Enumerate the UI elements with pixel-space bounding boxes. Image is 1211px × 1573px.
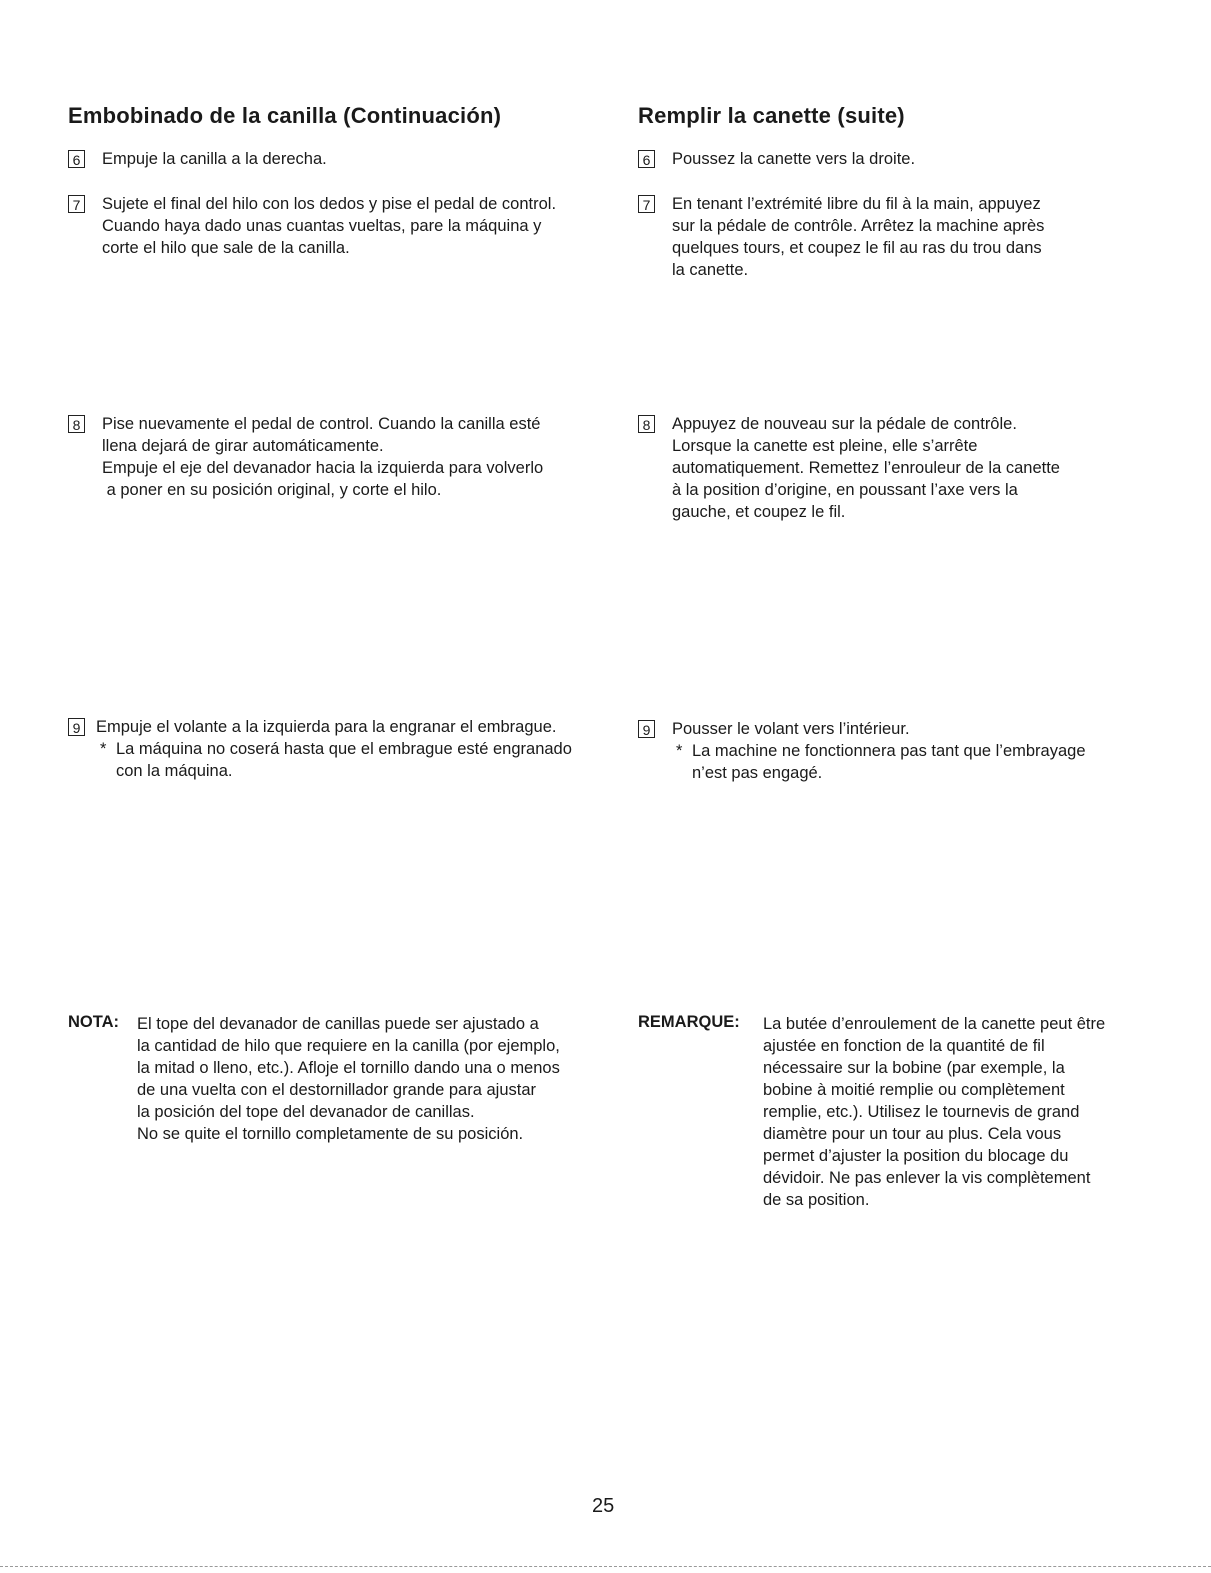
- step-text-line: Poussez la canette vers la droite.: [672, 150, 916, 168]
- step-number-box: 8: [638, 415, 655, 433]
- page-number: 25: [592, 1495, 615, 1517]
- step-text-line: à la position d’origine, en poussant l’axe vers la: [672, 481, 1018, 499]
- step-text-line: En tenant l’extrémité libre du fil à la main, appuyez: [672, 195, 1041, 213]
- step-text-line-bullet: [672, 740, 1086, 762]
- asterisk-bullet: *: [676, 742, 683, 760]
- step-8-fr: [638, 413, 1178, 527]
- step-text-line: quelques tours, et coupez le fil au ras du trou dans: [672, 239, 1042, 257]
- note-line: La butée d’enroulement de la canette peut être: [763, 1015, 1106, 1033]
- note-es: [68, 1013, 628, 1153]
- step-text-line: Empuje el eje del devanador hacia la izquierda para volverlo: [102, 459, 544, 477]
- step-7-es: [68, 193, 628, 263]
- step-number-box: 6: [68, 150, 85, 168]
- step-text-line: Appuyez de nouveau sur la pédale de contrôle.: [672, 415, 1017, 433]
- step-6-fr: [638, 148, 1178, 172]
- bullet-text: La máquina no coserá hasta que el embrague esté engranado: [116, 740, 572, 758]
- asterisk-bullet: *: [100, 740, 107, 758]
- step-number-box: 7: [638, 195, 655, 213]
- note-line: de una vuelta con el destornillador grande para ajustar: [137, 1081, 537, 1099]
- step-text-line: Sujete el final del hilo con los dedos y pise el pedal de control.: [102, 195, 557, 213]
- note-line: remplie, etc.). Utilisez le tournevis de grand: [763, 1103, 1080, 1121]
- note-line: la posición del tope del devanador de canillas.: [137, 1103, 475, 1121]
- step-text-line: Lorsque la canette est pleine, elle s’arrête: [672, 437, 978, 455]
- step-text-line: llena dejará de girar automáticamente.: [102, 437, 384, 455]
- note-line: permet d’ajuster la position du blocage du: [763, 1147, 1069, 1165]
- step-6-es: [68, 148, 628, 172]
- note-line: la cantidad de hilo que requiere en la canilla (por ejemplo,: [137, 1037, 560, 1055]
- note-line: de sa position.: [763, 1191, 870, 1209]
- note-line: nécessaire sur la bobine (par exemple, la: [763, 1059, 1065, 1077]
- step-number-box: 6: [638, 150, 655, 168]
- step-text-line: la canette.: [672, 261, 749, 279]
- note-line: ajustée en fonction de la quantité de fil: [763, 1037, 1045, 1055]
- bullet-text: La machine ne fonctionnera pas tant que l’embrayage: [692, 742, 1086, 760]
- note-body: [137, 1013, 560, 1145]
- step-9-es: [68, 716, 628, 786]
- step-number-box: 8: [68, 415, 85, 433]
- step-text-line: con la máquina.: [116, 762, 233, 780]
- step-number-box: 9: [638, 720, 655, 738]
- step-text-line: corte el hilo que sale de la canilla.: [102, 239, 350, 257]
- step-number-box: 7: [68, 195, 85, 213]
- note-label: REMARQUE:: [638, 1013, 740, 1031]
- note-line: No se quite el tornillo completamente de su posición.: [137, 1125, 524, 1143]
- step-number-box: 9: [68, 718, 85, 736]
- note-label: NOTA:: [68, 1013, 120, 1031]
- note-line: El tope del devanador de canillas puede ser ajustado a: [137, 1015, 539, 1033]
- step-8-es: [68, 413, 628, 505]
- step-text-line: automatiquement. Remettez l’enrouleur de la canette: [672, 459, 1060, 477]
- step-text-line: Pousser le volant vers l’intérieur.: [672, 720, 910, 738]
- step-text-line: n’est pas engagé.: [692, 764, 823, 782]
- step-text-line: Empuje el volante a la izquierda para la engranar el embrague.: [96, 718, 557, 736]
- note-body: [763, 1013, 1105, 1211]
- page-bottom-rule: [0, 1566, 1211, 1567]
- section-title-fr: Remplir la canette (suite): [638, 103, 905, 128]
- step-9-fr: [638, 718, 1178, 788]
- note-line: diamètre pour un tour au plus. Cela vous: [763, 1125, 1062, 1143]
- step-7-fr: [638, 193, 1178, 285]
- step-text-line-bullet: [96, 738, 572, 760]
- step-text-line: Empuje la canilla a la derecha.: [102, 150, 327, 168]
- step-text-line: Pise nuevamente el pedal de control. Cuando la canilla esté: [102, 415, 541, 433]
- step-text-line: a poner en su posición original, y corte el hilo.: [102, 481, 442, 499]
- section-title-es: Embobinado de la canilla (Continuación): [68, 103, 502, 128]
- note-line: dévidoir. Ne pas enlever la vis complètement: [763, 1169, 1091, 1187]
- note-line: bobine à moitié remplie ou complètement: [763, 1081, 1065, 1099]
- note-line: la mitad o lleno, etc.). Afloje el tornillo dando una o menos: [137, 1059, 560, 1077]
- step-text-line: sur la pédale de contrôle. Arrêtez la machine après: [672, 217, 1045, 235]
- step-text-line: Cuando haya dado unas cuantas vueltas, pare la máquina y: [102, 217, 542, 235]
- step-text-line: gauche, et coupez le fil.: [672, 503, 846, 521]
- note-fr: [638, 1013, 1178, 1223]
